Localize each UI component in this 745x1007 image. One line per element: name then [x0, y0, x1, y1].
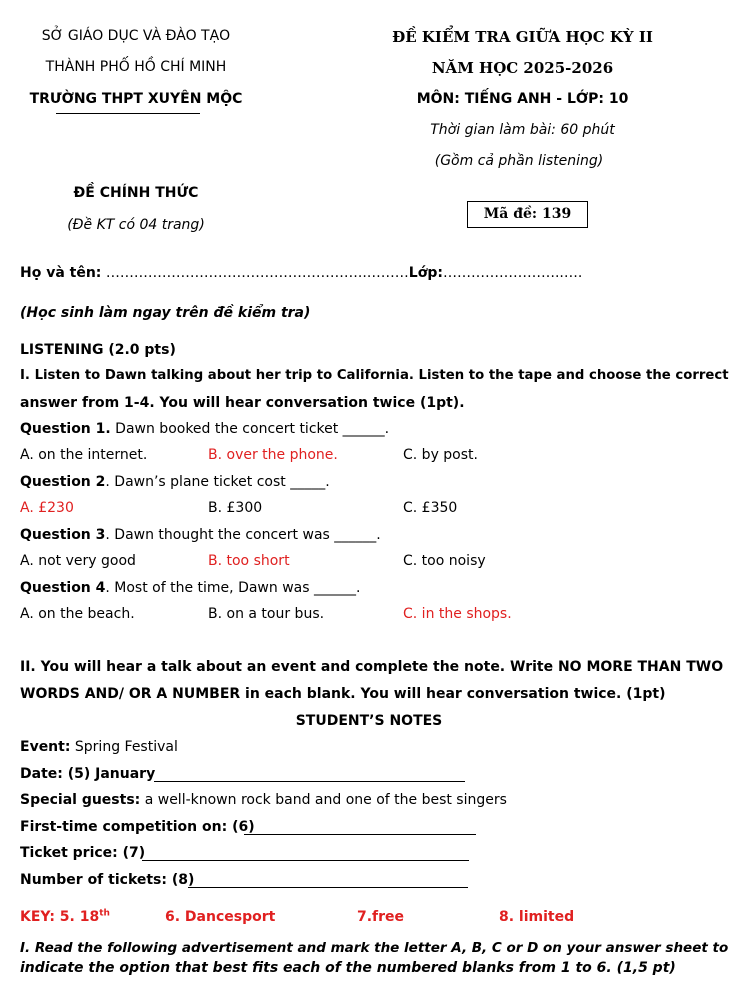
name-dots[interactable]: ………………………………………………..………: [101, 265, 409, 281]
question-4-label: Question 4: [20, 580, 106, 596]
note-event-value: Spring Festival: [70, 739, 178, 755]
exam-code: Mã đề: 139: [483, 206, 572, 222]
exam-code-box: [467, 201, 588, 228]
note-event: [20, 739, 178, 755]
exam-title: ĐỀ KIỂM TRA GIỮA HỌC KỲ II: [392, 28, 653, 46]
reading-instruction-line2: indicate the option that best fits each of the numbered blanks from 1 to 6. (1,5 pt): [20, 960, 676, 976]
q3-option-b[interactable]: B. too short: [208, 553, 290, 569]
part1-instruction-line2: answer from 1-4. You will hear conversation twice (1pt).: [20, 395, 465, 411]
q4-option-b[interactable]: B. on a tour bus.: [208, 606, 325, 622]
note-price-blank[interactable]: [142, 860, 469, 861]
question-3-label: Question 3: [20, 527, 106, 543]
school-underline: [56, 113, 200, 114]
note-tickets-blank[interactable]: [188, 887, 468, 888]
school-name: TRƯỜNG THPT XUYÊN MỘC: [29, 91, 243, 107]
note-date-blank[interactable]: [154, 781, 465, 782]
note-competition-blank[interactable]: [244, 834, 476, 835]
key-7: 7.free: [357, 909, 405, 925]
student-info-line: [20, 265, 582, 281]
note-guests-value: a well-known rock band and one of the best singers: [140, 792, 507, 808]
note-guests-label: Special guests:: [20, 792, 141, 808]
question-1-label: Question 1.: [20, 421, 111, 437]
student-instruction: (Học sinh làm ngay trên đề kiểm tra): [20, 305, 311, 321]
q2-option-b[interactable]: B. £300: [208, 500, 263, 516]
note-event-label: Event:: [20, 739, 71, 755]
note-competition-label: First-time competition on: (6): [20, 819, 255, 835]
q3-option-c[interactable]: C. too noisy: [403, 553, 486, 569]
q2-option-a[interactable]: A. £230: [20, 500, 74, 516]
note-guests: [20, 792, 507, 808]
reading-instruction-line1: I. Read the following advertisement and mark the letter A, B, C or D on your answer sheet to: [20, 940, 729, 956]
note-price-label: Ticket price: (7): [20, 845, 146, 861]
department-line-2: THÀNH PHỐ HỒ CHÍ MINH: [45, 59, 227, 75]
question-1: [20, 421, 389, 437]
listening-note: (Gồm cả phần listening): [434, 153, 604, 169]
class-label: Lớp:: [408, 265, 443, 281]
part2-instruction-line2: WORDS AND/ OR A NUMBER in each blank. You will hear conversation twice. (1pt): [20, 686, 666, 702]
q3-option-a[interactable]: A. not very good: [20, 553, 136, 569]
question-2-label: Question 2: [20, 474, 106, 490]
school-year: NĂM HỌC 2025-2026: [431, 59, 614, 77]
key-6: 6. Dancesport: [165, 909, 276, 925]
key-8: 8. limited: [499, 909, 575, 925]
note-date-label: Date: (5) January: [20, 766, 156, 782]
name-label: Họ và tên:: [20, 265, 102, 281]
key-5-text: KEY: 5. 18: [20, 909, 100, 925]
question-3: [20, 527, 381, 543]
q1-option-c[interactable]: C. by post.: [403, 447, 478, 463]
q4-option-c[interactable]: C. in the shops.: [403, 606, 512, 622]
notes-title: STUDENT’S NOTES: [295, 713, 443, 729]
official-label: ĐỀ CHÍNH THỨC: [73, 185, 199, 201]
part2-instruction-line1: II. You will hear a talk about an event and complete the note. Write NO MORE THAN TWO: [20, 659, 724, 675]
key-5: [20, 909, 110, 925]
question-1-text: Dawn booked the concert ticket ______.: [110, 421, 390, 437]
part1-instruction-line1: I. Listen to Dawn talking about her trip to California. Listen to the tape and choose the correct: [20, 368, 729, 383]
pages-note: (Đề KT có 04 trang): [67, 217, 205, 233]
question-4: [20, 580, 360, 596]
listening-heading: LISTENING (2.0 pts): [20, 342, 176, 358]
q1-option-a[interactable]: A. on the internet.: [20, 447, 148, 463]
duration: Thời gian làm bài: 60 phút: [430, 122, 615, 138]
question-2-text: . Dawn’s plane ticket cost _____.: [105, 474, 330, 490]
question-2: [20, 474, 330, 490]
department-line-1: SỞ GIÁO DỤC VÀ ĐÀO TẠO: [41, 28, 231, 44]
subject-line: MÔN: TIẾNG ANH - LỚP: 10: [416, 91, 629, 107]
q1-option-b[interactable]: B. over the phone.: [208, 447, 338, 463]
note-tickets-label: Number of tickets: (8): [20, 872, 195, 888]
q2-option-c[interactable]: C. £350: [403, 500, 458, 516]
key-5-sup: th: [99, 908, 110, 919]
q4-option-a[interactable]: A. on the beach.: [20, 606, 135, 622]
class-dots[interactable]: ……………………..….: [442, 265, 583, 281]
question-4-text: . Most of the time, Dawn was ______.: [105, 580, 361, 596]
question-3-text: . Dawn thought the concert was ______.: [105, 527, 381, 543]
